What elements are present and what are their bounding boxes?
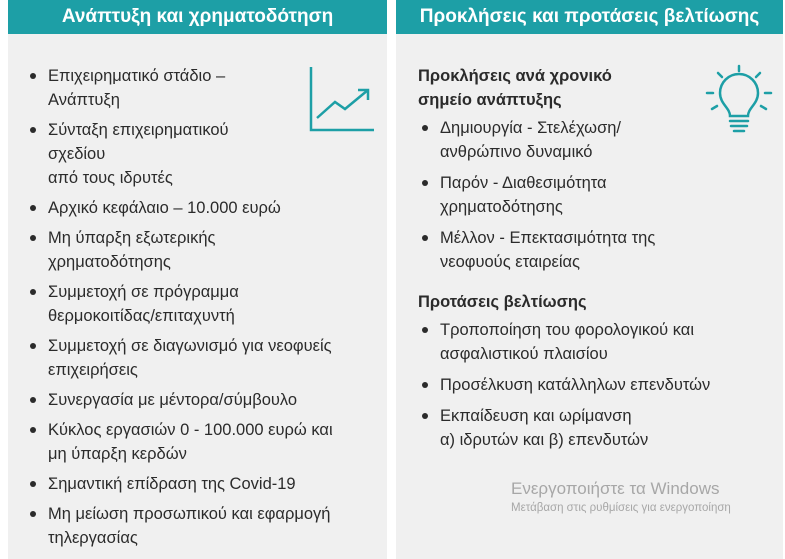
windows-activation-watermark <box>511 478 731 516</box>
list-item: Εκπαίδευση και ωρίμανση α) ιδρυτών και β) επενδυτών <box>418 404 768 452</box>
list-item: Σημαντική επίδραση της Covid-19 <box>26 472 376 496</box>
list-item: Τροποποίηση του φορολογικού και ασφαλιστικού πλαισίου <box>418 318 768 366</box>
proposals-list <box>418 318 768 452</box>
list-item: Συμμετοχή σε πρόγραμμα θερμοκοιτίδας/επιταχυντή <box>26 280 376 328</box>
challenges-proposals-panel <box>396 0 783 559</box>
development-list <box>26 64 376 556</box>
development-financing-panel <box>8 0 387 559</box>
list-item: Προσέλκυση κατάλληλων επενδυτών <box>418 373 768 397</box>
list-item: Επιχειρηματικό στάδιο – Ανάπτυξη <box>26 64 376 112</box>
list-item: Συνεργασία με μέντορα/σύμβουλο <box>26 388 376 412</box>
list-item: Σύνταξη επιχειρηματικού σχεδίου από τους ιδρυτές <box>26 118 376 190</box>
list-item: Μέλλον - Επεκτασιμότητα της νεοφυούς εταιρείας <box>418 226 768 274</box>
challenges-content <box>418 64 768 459</box>
list-item: Αρχικό κεφάλαιο – 10.000 ευρώ <box>26 196 376 220</box>
list-item: Μη ύπαρξη εξωτερικής χρηματοδότησης <box>26 226 376 274</box>
challenges-list <box>418 116 768 274</box>
list-item: Συμμετοχή σε διαγωνισμό για νεοφυείς επιχειρήσεις <box>26 334 376 382</box>
list-item: Μη μείωση προσωπικού και εφαρμογή τηλεργασίας <box>26 502 376 550</box>
list-item: Παρόν - Διαθεσιμότητα χρηματοδότησης <box>418 171 768 219</box>
list-item: Κύκλος εργασιών 0 - 100.000 ευρώ και μη ύπαρξη κερδών <box>26 418 376 466</box>
development-financing-header: Ανάπτυξη και χρηματοδότηση <box>8 0 387 34</box>
challenges-heading: Προκλήσεις ανά χρονικό σημείο ανάπτυξης <box>418 67 612 109</box>
watermark-subtitle: Μετάβαση στις ρυθμίσεις για ενεργοποίηση <box>511 502 731 514</box>
watermark-title: Ενεργοποιήστε τα Windows <box>511 479 720 498</box>
proposals-heading: Προτάσεις βελτίωσης <box>418 293 587 311</box>
challenges-proposals-header: Προκλήσεις και προτάσεις βελτίωσης <box>396 0 783 34</box>
list-item: Δημιουργία - Στελέχωση/ ανθρώπινο δυναμικό <box>418 116 768 164</box>
